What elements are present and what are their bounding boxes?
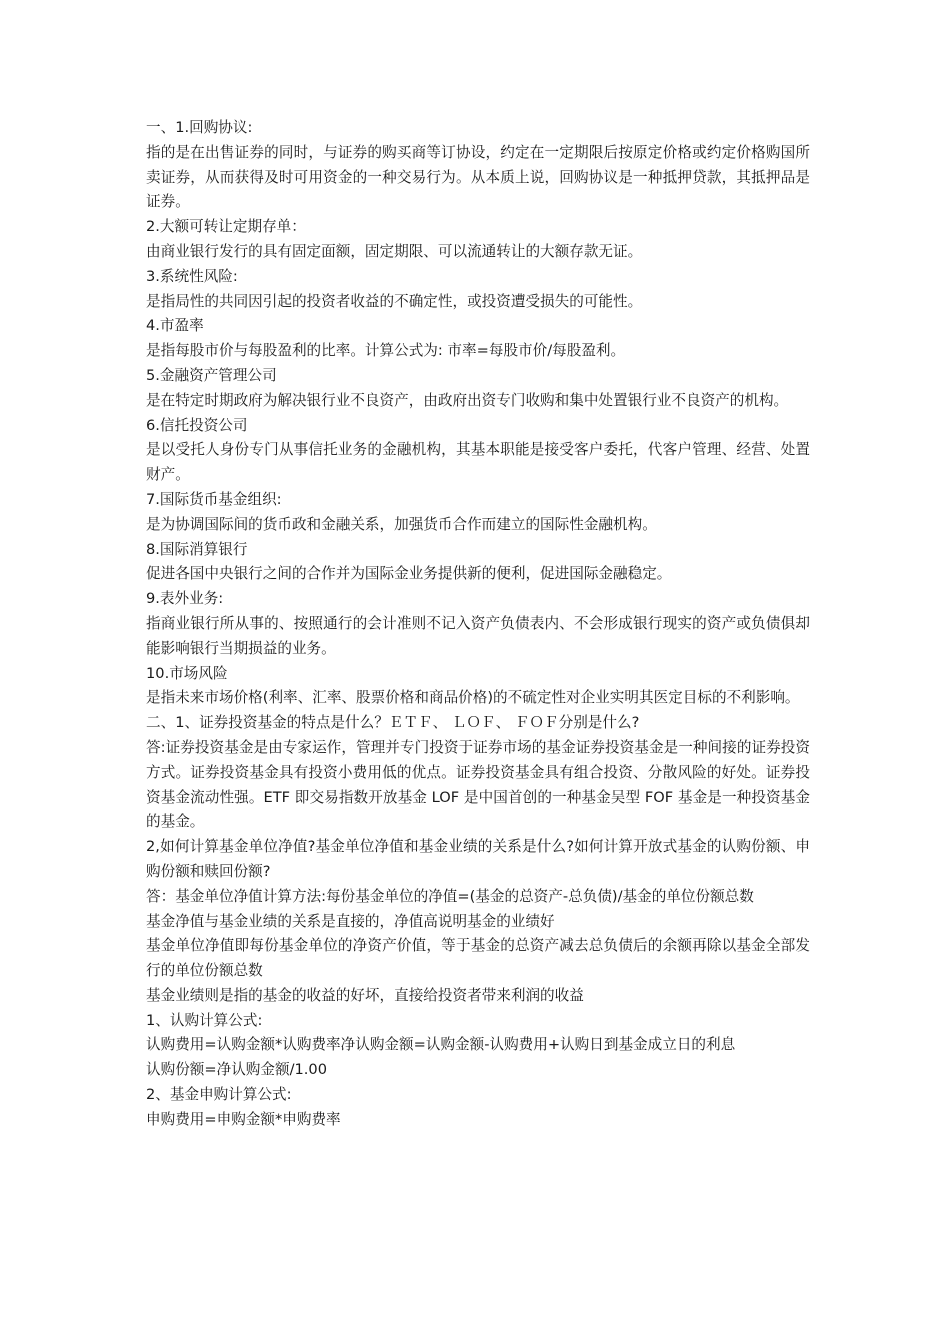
heading-bis: 8.国际消算银行 xyxy=(146,540,248,558)
heading-purchase-formula: 2、基金申购计算公式: xyxy=(146,1086,292,1104)
heading-asset-management-company: 5.金融资产管理公司 xyxy=(146,366,277,384)
heading-subscription-formula: 1、认购计算公式: xyxy=(146,1011,263,1029)
text-nav-definition: 基金单位净值即每份基金单位的净资产价值，等于基金的总资产减去总负债后的余额再除以基金全部发行的单位份额总数 xyxy=(146,937,810,980)
heading-market-risk: 10.市场风险 xyxy=(146,664,228,682)
text-fund-performance: 基金业绩则是指的基金的收益的好坏，直接给投资者带来利润的收益 xyxy=(146,986,584,1004)
formula-purchase-fee: 申购费用=申购金额*申购费率 xyxy=(146,1110,341,1128)
text-nav-performance: 基金净值与基金业绩的关系是直接的，净值高说明基金的业绩好 xyxy=(146,912,555,930)
question-net-asset-value: 2,如何计算基金单位净值?基金单位净值和基金业绩的关系是什么?如何计算开放式基金的认购份额、申购份额和赎回份额? xyxy=(146,838,810,880)
heading-imf: 7.国际货币基金组织: xyxy=(146,490,282,508)
heading-off-balance-business: 9.表外业务: xyxy=(146,590,224,608)
document-body xyxy=(146,116,810,1133)
definition-bis: 促进各国中央银行之间的合作并为国际金业务提供新的便利，促进国际金融稳定。 xyxy=(146,565,672,583)
answer-net-asset-value: 答：基金单位净值计算方法:每份基金单位的净值=(基金的总资产-总负债)/基金的单位份额总数 xyxy=(146,887,754,905)
question-fund-features: 二、1、证券投资基金的特点是什么？ＥＴＦ、 ＬＯＦ、 ＦＯＦ分别是什么? xyxy=(146,714,640,732)
heading-systematic-risk: 3.系统性风险: xyxy=(146,267,238,285)
definition-off-balance-business: 指商业银行所从事的、按照通行的会计准则不记入资产负债表内、不会形成银行现实的资产或负债俱却能影响银行当期损益的业务。 xyxy=(146,614,810,657)
heading-trust-investment-company: 6.信托投资公司 xyxy=(146,416,248,434)
definition-pe-ratio: 是指每股市价与每股盈利的比率。计算公式为: 市率=每股市价/每股盈利。 xyxy=(146,342,626,360)
definition-repo-agreement: 指的是在出售证券的同时，与证券的购买商等订协设，约定在一定期限后按原定价格或约定价格购国所卖证券，从而获得及时可用资金的一种交易行为。从本质上说，回购协议是一种抵押贷款，其抵押品是证券。 xyxy=(146,143,810,211)
definition-systematic-risk: 是指局性的共同因引起的投资者收益的不确定性，或投资遭受损失的可能性。 xyxy=(146,292,643,310)
heading-negotiable-cd: 2.大额可转让定期存单： xyxy=(146,218,306,236)
definition-market-risk: 是指未来市场价格(利率、汇率、股票价格和商品价格)的不硫定性对企业实明其医定目标的不利影响。 xyxy=(146,689,800,707)
formula-subscription-shares: 认购份额=净认购金额/1.00 xyxy=(146,1061,327,1079)
definition-negotiable-cd: 由商业银行发行的具有固定面额，固定期限、可以流通转让的大额存款无证。 xyxy=(146,242,643,260)
definition-trust-investment-company: 是以受托人身份专门从事信托业务的金融机构，其基本职能是接受客户委托，代客户管理、经营、处置财产。 xyxy=(146,441,810,484)
definition-imf: 是为协调国际间的货币政和金融关系，加强货币合作而建立的国际性金融机构。 xyxy=(146,515,657,533)
formula-subscription-fee: 认购费用=认购金额*认购费率净认购金额=认购金额-认购费用+认购日到基金成立日的利息 xyxy=(146,1036,736,1054)
definition-asset-management-company: 是在特定时期政府为解决银行业不良资产，由政府出资专门收购和集中处置银行业不良资产的机构。 xyxy=(146,391,789,409)
answer-fund-features: 答:证券投资基金是由专家运作，管理并专门投资于证券市场的基金证券投资基金是一种间接的证券投资方式。证券投资基金具有投资小费用低的优点。证券投资基金具有组合投资、分散风险的好处。证券投资基金流动性强。ETF 即交易指数开放基金 LOF 是中国首创的一种基金吴型 FOF 基金是一种投资基金的基金。 xyxy=(146,738,810,831)
heading-pe-ratio: 4.市盈率 xyxy=(146,317,204,335)
heading-repo-agreement: 一、1.回购协议: xyxy=(146,119,253,136)
